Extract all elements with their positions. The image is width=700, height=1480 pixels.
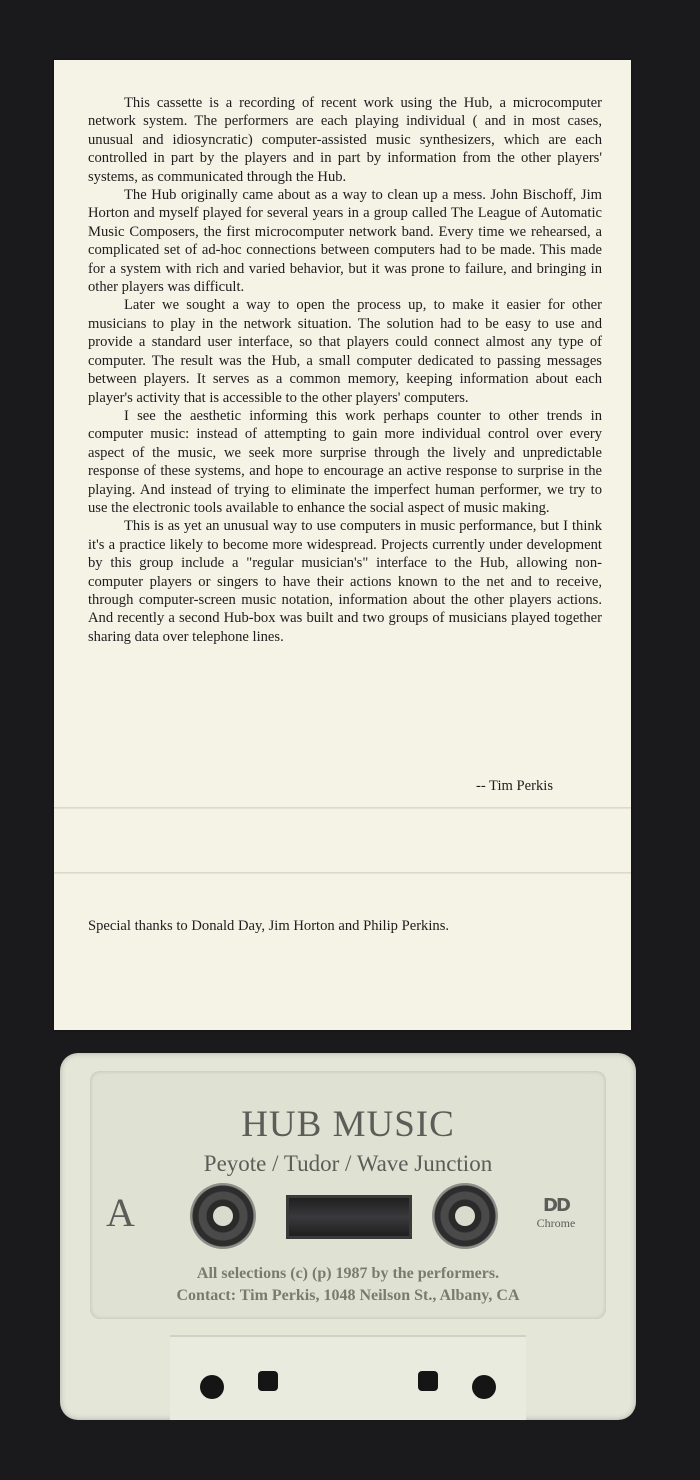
cassette-bottom-edge [170, 1335, 526, 1420]
cassette-subtitle: Peyote / Tudor / Wave Junction [203, 1151, 493, 1176]
guide-hole [200, 1375, 224, 1399]
essay-paragraph-5: This is as yet an unusual way to use computers in music performance, but I think it's a practice likely to become more widespread. Projects currently under development by this group include a "regular musician's" interface to the Hub, allowing non-computer players or singers to have their actions known to the net and to receive, through computer-screen music notation, information about the other players actions. And recently a second Hub-box was built and two groups of musicians played together sharing data over telephone lines. [88, 518, 602, 645]
tape-type-label: Chrome [536, 1216, 576, 1230]
tape-window [286, 1195, 412, 1239]
essay-paragraph-2: The Hub originally came about as a way to clean up a mess. John Bischoff, Jim Horton and myself played for several years in a group called The League of Automatic Music Composers, the first microcomputer network band. Every time we rehearsed, a complicated set of ad-hoc connections between computers had to be made. This made for a system with rich and varied behavior, but it was prone to failure, and bringing in other players was difficult. [88, 187, 602, 296]
guide-hole [418, 1371, 438, 1391]
author-signature: -- Tim Perkis [475, 778, 553, 794]
guide-hole [472, 1375, 496, 1399]
fold-line [54, 807, 631, 809]
right-spool-icon [432, 1183, 498, 1249]
side-indicator: A [106, 1190, 135, 1235]
fold-line [54, 872, 631, 874]
tape-type-mark [526, 1195, 586, 1231]
jcard-insert [54, 60, 631, 1030]
liner-notes-essay [88, 94, 602, 646]
guide-hole [258, 1371, 278, 1391]
left-spool-icon [190, 1183, 256, 1249]
cassette-label [90, 1071, 606, 1319]
cassette-title: HUB MUSIC [241, 1104, 455, 1145]
essay-paragraph-1: This cassette is a recording of recent work using the Hub, a microcomputer network system. The performers are each playing individual ( and in most cases, unusual and idiosyncratic) computer-assisted music synthesizers, which are each controlled in part by the players and in part by information from the other players' systems, as communicated through the Hub. [88, 95, 602, 185]
essay-paragraph-3: Later we sought a way to open the process up, to make it easier for other musicians to play in the network situation. The solution had to be easy to use and provide a standard user interface, so that players could connect almost any type of computer. The result was the Hub, a small computer dedicated to passing messages between players. It serves as a common memory, keeping information about each player's activity that is accessible to the other players' computers. [88, 297, 602, 406]
cassette-tape [60, 1053, 636, 1420]
special-thanks: Special thanks to Donald Day, Jim Horton and Philip Perkins. [88, 918, 450, 934]
copyright-line: All selections (c) (p) 1987 by the performers. [196, 1265, 500, 1282]
essay-paragraph-4: I see the aesthetic informing this work perhaps counter to other trends in computer music: instead of attempting to gain more individual control over every aspect of the music, we seek more surprise through the lively and unpredictable response of these systems, and hope to encourage an active response to surprise in the playing. And instead of trying to eliminate the imperfect human performer, we try to use the electronic tools available to enhance the social aspect of music making. [88, 407, 602, 516]
contact-line: Contact: Tim Perkis, 1048 Neilson St., Albany, CA [176, 1287, 520, 1304]
dolby-icon: DD [543, 1195, 569, 1216]
